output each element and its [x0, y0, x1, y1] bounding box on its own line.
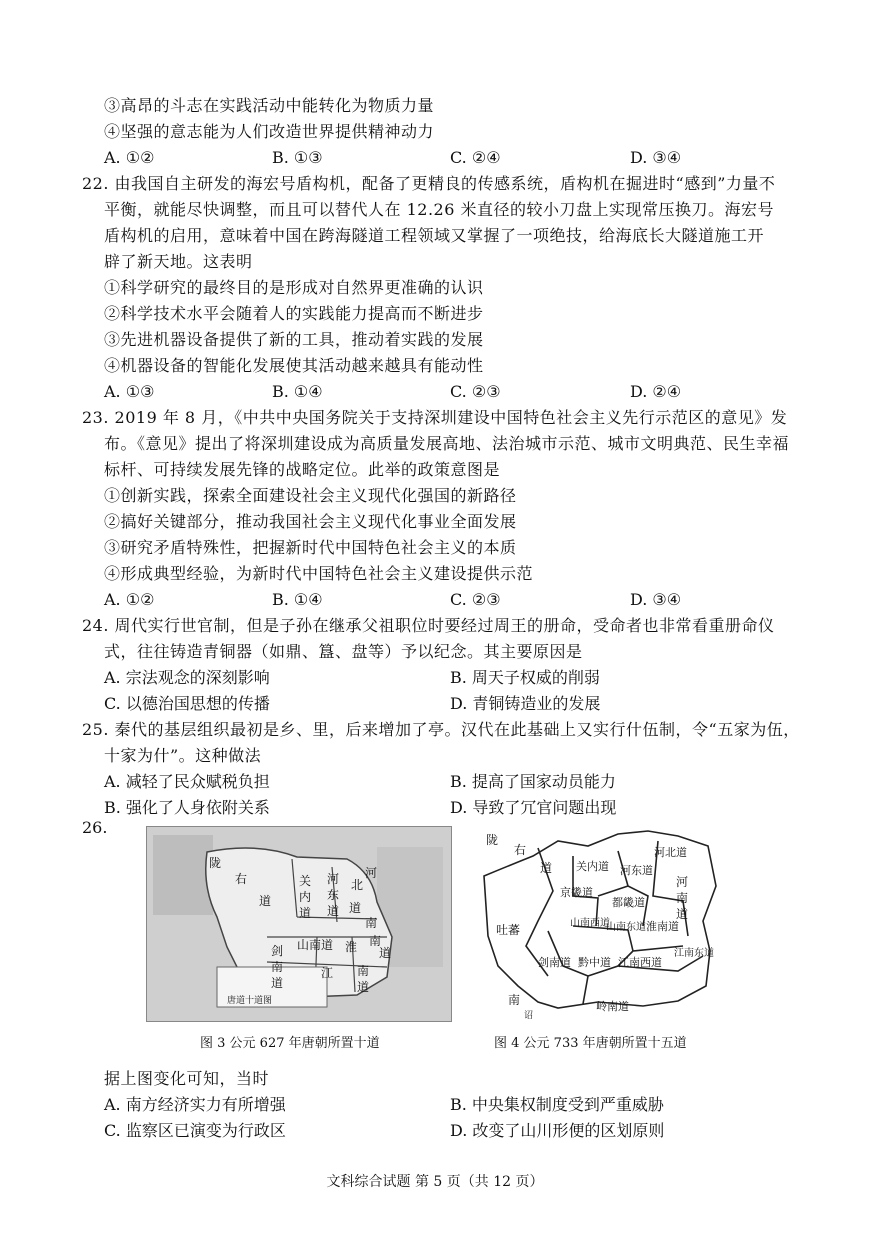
q22-stem-1: 22. 由我国自主研发的海宏号盾构机，配备了更精良的传感系统，盾构机在掘进时“感到”力量不 [82, 174, 776, 193]
q21-option-c: C. ②④ [450, 148, 501, 167]
map1-label: 剑 [271, 944, 284, 958]
map1-legend: 唐道十道图 [227, 996, 273, 1006]
q23-stem-2: 布。《意见》提出了将深圳建设成为高质量发展高地、法治城市示范、城市文明典范、民生幸福 [104, 434, 790, 453]
q22-option-d: D. ②④ [630, 382, 682, 401]
q22-item-4: ④机器设备的智能化发展使其活动越来越具有能动性 [104, 356, 484, 375]
map2-label: 江南西道 [618, 956, 662, 969]
map2-label: 黔中道 [578, 956, 611, 969]
q22-item-3: ③先进机器设备提供了新的工具，推动着实践的发展 [104, 330, 484, 349]
map1-label: 河 [327, 872, 340, 886]
q25-option-c: B. 强化了人身依附关系 [104, 798, 270, 817]
map2-label: 右 [514, 843, 527, 857]
q26-option-d: D. 改变了山川形便的区划原则 [450, 1121, 665, 1140]
q25-stem-2: 十家为什”。这种做法 [104, 746, 262, 765]
map1-label: 南 [369, 934, 382, 948]
tang-fifteen-circuits-map [478, 826, 722, 1020]
map2-label: 河 [676, 875, 689, 889]
map1-label: 道 [259, 894, 272, 908]
q24-option-d: D. 青铜铸造业的发展 [450, 694, 601, 713]
item-3: ③高昂的斗志在实践活动中能转化为物质力量 [104, 96, 435, 115]
q22-stem-3: 盾构机的启用，意味着中国在跨海隧道工程领域又掌握了一项绝技，给海底长大隧道施工开 [104, 226, 765, 245]
map2-label: 剑南道 [538, 956, 571, 969]
map2-label: 河东道 [620, 864, 653, 877]
map1-label: 关 [299, 874, 312, 888]
map1-label: 道 [349, 901, 362, 915]
map2-label: 山南西道 [570, 918, 610, 929]
q21-option-d: D. ③④ [630, 148, 682, 167]
map1-label: 山南道 [297, 938, 334, 952]
q26-stem: 据上图变化可知，当时 [104, 1069, 270, 1088]
q23-option-b: B. ①④ [272, 590, 323, 609]
map2-label: 岭南道 [596, 1000, 629, 1013]
map1-label: 道 [357, 980, 370, 994]
q23-stem-3: 标杆、可持续发展先锋的战略定位。此举的政策意图是 [104, 460, 501, 479]
map1-label: 道 [271, 976, 284, 990]
q22-option-b: B. ①④ [272, 382, 323, 401]
map1-label: 北 [351, 878, 364, 892]
map1-label: 河 [365, 866, 378, 880]
q26-option-a: A. 南方经济实力有所增强 [104, 1095, 286, 1114]
q26-number: 26. [82, 818, 108, 837]
q23-item-2: ②搞好关键部分，推动我国社会主义现代化事业全面发展 [104, 512, 517, 531]
q23-option-a: A. ①② [104, 590, 155, 609]
q24-option-c: C. 以德治国思想的传播 [104, 694, 270, 713]
map2-label: 吐蕃 [496, 923, 521, 937]
map1-label: 道 [327, 904, 340, 918]
q23-option-c: C. ②③ [450, 590, 501, 609]
map2-label: 南 [508, 993, 521, 1007]
map1-label: 南 [271, 960, 284, 974]
q24-option-a: A. 宗法观念的深刻影响 [104, 668, 270, 687]
q24-stem-2: 式，往往铸造青铜器（如鼎、簋、盘等）予以纪念。其主要原因是 [104, 642, 583, 661]
q22-stem-2: 平衡，就能尽快调整，而且可以替代人在 12.26 米直径的较小刀盘上实现常压换刀。海宏号 [104, 200, 774, 219]
map2-label: 江南东道 [674, 948, 714, 959]
q25-stem-1: 25. 秦代的基层组织最初是乡、里，后来增加了亭。汉代在此基础上又实行什伍制，令“五家为伍， [82, 720, 800, 739]
map1-label: 陇 [209, 856, 222, 870]
q26-option-c: C. 监察区已演变为行政区 [104, 1121, 286, 1140]
map1-label: 右 [235, 872, 248, 886]
map2-label: 都畿道 [612, 896, 645, 909]
q23-item-4: ④形成典型经验，为新时代中国特色社会主义建设提供示范 [104, 564, 534, 583]
map2-label: 道 [676, 907, 689, 921]
q21-option-a: A. ①② [104, 148, 155, 167]
map2-label: 关内道 [576, 860, 609, 873]
q23-item-1: ①创新实践，探索全面建设社会主义现代化强国的新路径 [104, 486, 517, 505]
map2-label: 淮南道 [646, 920, 679, 933]
map2-label: 河北道 [654, 846, 687, 859]
map1-label: 江 [321, 966, 334, 980]
map1-label: 道 [299, 906, 312, 920]
map2-label: 山南东道 [606, 922, 646, 933]
q25-option-d: D. 导致了冗官问题出现 [450, 798, 617, 817]
q23-stem-1: 23. 2019 年 8 月，《中共中央国务院关于支持深圳建设中国特色社会主义先行示范区的意见》发 [82, 408, 788, 427]
figure-3-caption: 图 3 公元 627 年唐朝所置十道 [200, 1036, 380, 1051]
map1-label: 东 [327, 888, 340, 902]
q24-option-b: B. 周天子权威的削弱 [450, 668, 600, 687]
map1-label: 南 [365, 916, 378, 930]
q21-option-b: B. ①③ [272, 148, 323, 167]
figure-4-caption: 图 4 公元 733 年唐朝所置十五道 [494, 1036, 687, 1051]
map1-label: 淮 [345, 940, 358, 954]
map2-label: 诏 [524, 1011, 534, 1020]
tang-ten-circuits-map [146, 826, 452, 1022]
q22-stem-4: 辟了新天地。这表明 [104, 252, 253, 271]
q23-option-d: D. ③④ [630, 590, 682, 609]
q25-option-b: B. 提高了国家动员能力 [450, 772, 616, 791]
map1-label: 南 [357, 964, 370, 978]
q24-stem-1: 24. 周代实行世官制，但是子孙在继承父祖职位时要经过周王的册命，受命者也非常看重册命仪 [82, 616, 775, 635]
map2-label: 京畿道 [560, 886, 593, 899]
map2-label: 南 [676, 891, 689, 905]
q22-item-2: ②科学技术水平会随着人的实践能力提高而不断进步 [104, 304, 484, 323]
page-footer: 文科综合试题 第 5 页（共 12 页） [326, 1174, 544, 1190]
map1-label: 道 [379, 946, 392, 960]
q22-item-1: ①科学研究的最终目的是形成对自然界更准确的认识 [104, 278, 484, 297]
map1-label: 内 [299, 890, 312, 904]
q22-option-c: C. ②③ [450, 382, 501, 401]
q22-option-a: A. ①③ [104, 382, 155, 401]
map2-label: 道 [540, 861, 553, 875]
item-4: ④坚强的意志能为人们改造世界提供精神动力 [104, 122, 435, 141]
q25-option-a: A. 减轻了民众赋税负担 [104, 772, 270, 791]
q23-item-3: ③研究矛盾特殊性，把握新时代中国特色社会主义的本质 [104, 538, 517, 557]
map2-label: 陇 [486, 833, 499, 847]
q26-option-b: B. 中央集权制度受到严重威胁 [450, 1095, 664, 1114]
